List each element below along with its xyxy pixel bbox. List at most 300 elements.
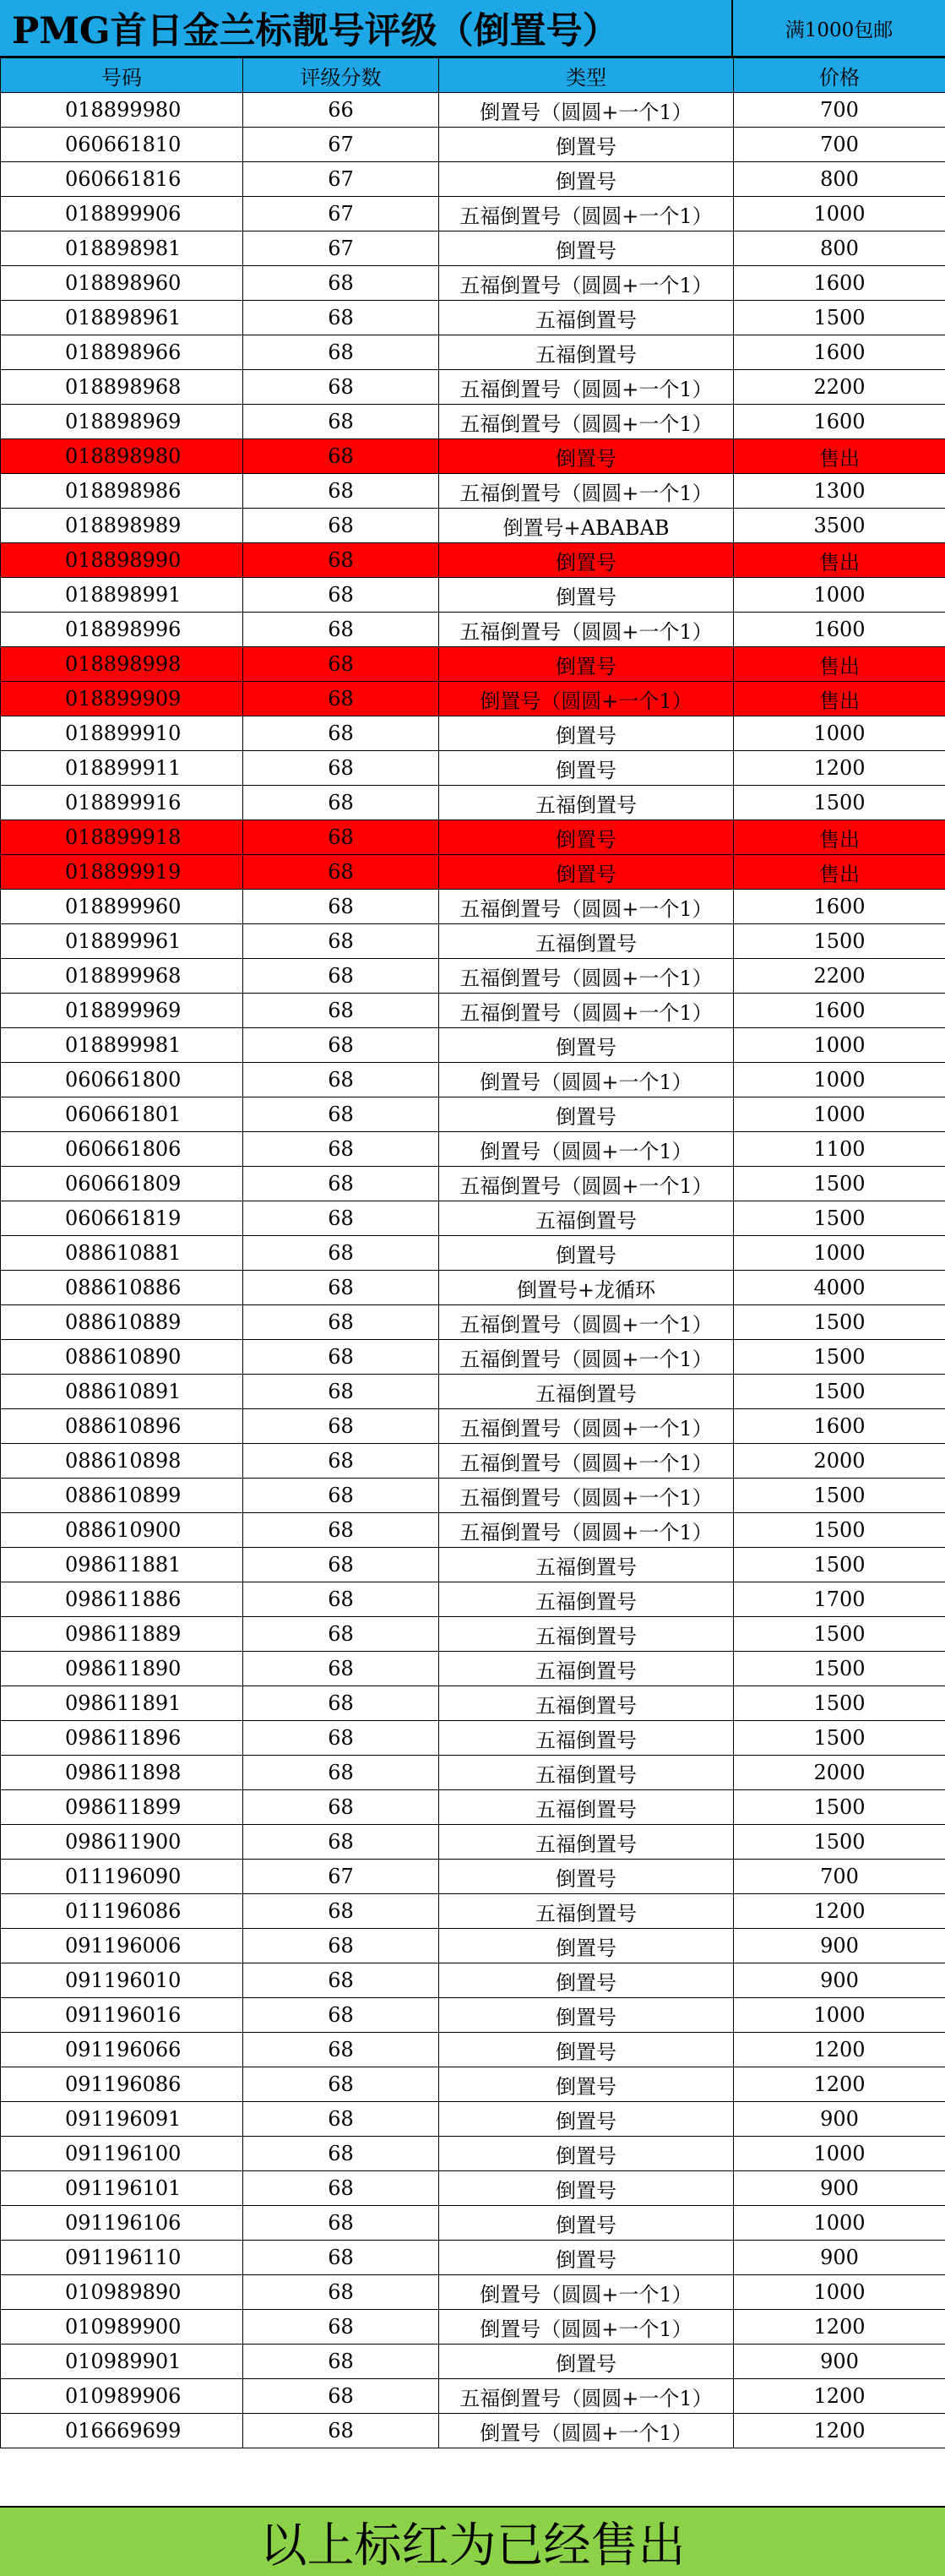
- cell-grade: 68: [243, 1721, 439, 1756]
- cell-price: 1600: [734, 1409, 945, 1444]
- cell-price: 1200: [734, 2379, 945, 2414]
- table-row-sold: [1, 647, 945, 682]
- cell-price: 2000: [734, 1444, 945, 1479]
- table-row: [1, 578, 945, 613]
- table-row: [1, 1652, 945, 1686]
- cell-grade: 68: [243, 335, 439, 370]
- cell-type: 五福倒置号: [439, 1790, 734, 1825]
- cell-type: 倒置号: [439, 647, 734, 682]
- cell-number: 018898998: [1, 647, 243, 682]
- cell-type: 五福倒置号: [439, 1582, 734, 1617]
- cell-price: 1000: [734, 578, 945, 613]
- cell-grade: 68: [243, 1686, 439, 1721]
- listing-table: [0, 57, 945, 2448]
- cell-type: 倒置号: [439, 128, 734, 162]
- cell-price: 1500: [734, 1340, 945, 1375]
- cell-price: 1500: [734, 924, 945, 959]
- cell-grade: 68: [243, 1063, 439, 1097]
- cell-grade: 68: [243, 994, 439, 1028]
- cell-price: 1200: [734, 2033, 945, 2067]
- cell-number: 091196101: [1, 2171, 243, 2206]
- table-body: [1, 93, 945, 2448]
- cell-number: 088610899: [1, 1479, 243, 1513]
- cell-number: 098611881: [1, 1548, 243, 1582]
- cell-grade: 68: [243, 2241, 439, 2275]
- cell-number: 018899981: [1, 1028, 243, 1063]
- cell-grade: 68: [243, 405, 439, 439]
- cell-grade: 68: [243, 647, 439, 682]
- cell-grade: 68: [243, 2275, 439, 2310]
- cell-price: 1200: [734, 1894, 945, 1929]
- table-row: [1, 266, 945, 301]
- cell-type: 五福倒置号: [439, 1548, 734, 1582]
- cell-grade: 68: [243, 1409, 439, 1444]
- cell-grade: 68: [243, 578, 439, 613]
- table-row: [1, 1617, 945, 1652]
- cell-type: 倒置号（圆圆+一个1）: [439, 2310, 734, 2345]
- cell-price: 售出: [734, 439, 945, 474]
- table-row: [1, 405, 945, 439]
- cell-grade: 68: [243, 1825, 439, 1860]
- cell-type: 倒置号（圆圆+一个1）: [439, 1132, 734, 1167]
- cell-grade: 68: [243, 509, 439, 543]
- cell-grade: 67: [243, 1860, 439, 1894]
- cell-number: 098611896: [1, 1721, 243, 1756]
- cell-grade: 68: [243, 716, 439, 751]
- cell-number: 018899980: [1, 93, 243, 128]
- cell-price: 1500: [734, 1548, 945, 1582]
- cell-number: 098611899: [1, 1790, 243, 1825]
- cell-type: 五福倒置号（圆圆+一个1）: [439, 959, 734, 994]
- cell-number: 018898986: [1, 474, 243, 509]
- cell-number: 018898996: [1, 613, 243, 647]
- cell-grade: 68: [243, 682, 439, 716]
- cell-price: 1500: [734, 1652, 945, 1686]
- cell-grade: 68: [243, 2067, 439, 2102]
- cell-grade: 68: [243, 2310, 439, 2345]
- cell-grade: 68: [243, 1132, 439, 1167]
- sheet-title: PMG首日金兰标靓号评级（倒置号）: [0, 0, 733, 56]
- cell-price: 售出: [734, 855, 945, 890]
- cell-price: 1600: [734, 335, 945, 370]
- cell-type: 五福倒置号（圆圆+一个1）: [439, 613, 734, 647]
- table-row: [1, 751, 945, 786]
- cell-type: 倒置号: [439, 1963, 734, 1998]
- cell-grade: 68: [243, 301, 439, 335]
- cell-number: 060661816: [1, 162, 243, 197]
- cell-type: 倒置号: [439, 2345, 734, 2379]
- cell-number: 018899911: [1, 751, 243, 786]
- table-row: [1, 1548, 945, 1582]
- cell-type: 倒置号: [439, 2067, 734, 2102]
- cell-number: 091196016: [1, 1998, 243, 2033]
- cell-price: 售出: [734, 543, 945, 578]
- cell-type: 五福倒置号: [439, 1756, 734, 1790]
- cell-price: 1000: [734, 1063, 945, 1097]
- cell-price: 1200: [734, 751, 945, 786]
- cell-number: 018898969: [1, 405, 243, 439]
- cell-price: 700: [734, 93, 945, 128]
- cell-number: 010989901: [1, 2345, 243, 2379]
- cell-price: 1000: [734, 2206, 945, 2241]
- cell-type: 五福倒置号（圆圆+一个1）: [439, 890, 734, 924]
- cell-number: 088610898: [1, 1444, 243, 1479]
- cell-price: 2200: [734, 959, 945, 994]
- cell-type: 五福倒置号: [439, 924, 734, 959]
- cell-grade: 68: [243, 1929, 439, 1963]
- cell-number: 018899960: [1, 890, 243, 924]
- table-row: [1, 1582, 945, 1617]
- table-row: [1, 716, 945, 751]
- table-row: [1, 2275, 945, 2310]
- table-row: [1, 613, 945, 647]
- table-row: [1, 1201, 945, 1236]
- cell-grade: 68: [243, 543, 439, 578]
- cell-grade: 68: [243, 1617, 439, 1652]
- cell-number: 018898981: [1, 231, 243, 266]
- cell-price: 800: [734, 231, 945, 266]
- table-row: [1, 2033, 945, 2067]
- cell-grade: 68: [243, 266, 439, 301]
- table-row: [1, 1929, 945, 1963]
- cell-number: 060661819: [1, 1201, 243, 1236]
- cell-price: 1000: [734, 1236, 945, 1271]
- cell-grade: 68: [243, 2345, 439, 2379]
- cell-grade: 68: [243, 370, 439, 405]
- cell-grade: 68: [243, 1963, 439, 1998]
- cell-type: 倒置号（圆圆+一个1）: [439, 93, 734, 128]
- cell-price: 900: [734, 1963, 945, 1998]
- table-row: [1, 1825, 945, 1860]
- cell-price: 1000: [734, 197, 945, 231]
- cell-number: 091196110: [1, 2241, 243, 2275]
- cell-type: 倒置号（圆圆+一个1）: [439, 682, 734, 716]
- table-row: [1, 1028, 945, 1063]
- cell-type: 倒置号: [439, 751, 734, 786]
- cell-grade: 68: [243, 2102, 439, 2137]
- cell-type: 倒置号+ABABAB: [439, 509, 734, 543]
- cell-type: 五福倒置号（圆圆+一个1）: [439, 266, 734, 301]
- cell-type: 倒置号: [439, 231, 734, 266]
- cell-grade: 68: [243, 1305, 439, 1340]
- cell-price: 900: [734, 1929, 945, 1963]
- cell-price: 1000: [734, 716, 945, 751]
- table-row: [1, 162, 945, 197]
- cell-type: 倒置号: [439, 1860, 734, 1894]
- table-row: [1, 335, 945, 370]
- cell-type: 五福倒置号（圆圆+一个1）: [439, 994, 734, 1028]
- cell-grade: 68: [243, 959, 439, 994]
- cell-price: 1000: [734, 1097, 945, 1132]
- table-row: [1, 1756, 945, 1790]
- cell-grade: 68: [243, 1582, 439, 1617]
- cell-price: 1500: [734, 1375, 945, 1409]
- cell-type: 五福倒置号: [439, 1617, 734, 1652]
- cell-type: 五福倒置号: [439, 1825, 734, 1860]
- cell-grade: 68: [243, 820, 439, 855]
- table-row-sold: [1, 543, 945, 578]
- cell-grade: 68: [243, 1271, 439, 1305]
- cell-number: 018898989: [1, 509, 243, 543]
- table-row-sold: [1, 855, 945, 890]
- cell-grade: 68: [243, 786, 439, 820]
- cell-type: 倒置号: [439, 1097, 734, 1132]
- cell-number: 010989890: [1, 2275, 243, 2310]
- cell-number: 018898966: [1, 335, 243, 370]
- cell-number: 088610896: [1, 1409, 243, 1444]
- cell-grade: 68: [243, 2137, 439, 2171]
- cell-number: 091196006: [1, 1929, 243, 1963]
- cell-number: 018899961: [1, 924, 243, 959]
- cell-type: 五福倒置号（圆圆+一个1）: [439, 197, 734, 231]
- cell-type: 倒置号（圆圆+一个1）: [439, 2414, 734, 2448]
- cell-grade: 68: [243, 1444, 439, 1479]
- cell-number: 091196100: [1, 2137, 243, 2171]
- cell-type: 倒置号: [439, 1998, 734, 2033]
- cell-type: 五福倒置号（圆圆+一个1）: [439, 370, 734, 405]
- table-row: [1, 1721, 945, 1756]
- cell-number: 098611890: [1, 1652, 243, 1686]
- cell-type: 倒置号（圆圆+一个1）: [439, 1063, 734, 1097]
- table-row: [1, 128, 945, 162]
- cell-grade: 68: [243, 751, 439, 786]
- cell-price: 1000: [734, 2137, 945, 2171]
- cell-price: 1000: [734, 1028, 945, 1063]
- table-row: [1, 1686, 945, 1721]
- cell-number: 016669699: [1, 2414, 243, 2448]
- cell-number: 098611886: [1, 1582, 243, 1617]
- table-row-sold: [1, 682, 945, 716]
- title-bar: [0, 0, 945, 57]
- table-row: [1, 2137, 945, 2171]
- cell-type: 五福倒置号: [439, 1686, 734, 1721]
- cell-price: 1600: [734, 613, 945, 647]
- cell-price: 1500: [734, 301, 945, 335]
- table-row-sold: [1, 820, 945, 855]
- cell-grade: 67: [243, 162, 439, 197]
- table-row: [1, 1097, 945, 1132]
- cell-grade: 67: [243, 231, 439, 266]
- column-header-price: 价格: [734, 58, 945, 93]
- cell-price: 1500: [734, 1790, 945, 1825]
- cell-price: 1000: [734, 1998, 945, 2033]
- cell-price: 1100: [734, 1132, 945, 1167]
- cell-type: 倒置号: [439, 162, 734, 197]
- cell-number: 060661806: [1, 1132, 243, 1167]
- cell-type: 倒置号: [439, 716, 734, 751]
- table-header-row: [1, 58, 945, 93]
- cell-price: 900: [734, 2345, 945, 2379]
- table-row: [1, 1167, 945, 1201]
- cell-price: 1500: [734, 1513, 945, 1548]
- cell-type: 倒置号: [439, 439, 734, 474]
- cell-type: 倒置号: [439, 820, 734, 855]
- cell-type: 倒置号: [439, 1929, 734, 1963]
- cell-grade: 66: [243, 93, 439, 128]
- shipping-note: 满1000包邮: [785, 19, 893, 41]
- cell-price: 1600: [734, 890, 945, 924]
- table-row: [1, 2414, 945, 2448]
- cell-price: 1000: [734, 2275, 945, 2310]
- cell-price: 1500: [734, 786, 945, 820]
- cell-type: 倒置号: [439, 1236, 734, 1271]
- cell-grade: 68: [243, 1756, 439, 1790]
- cell-type: 倒置号: [439, 543, 734, 578]
- cell-price: 1700: [734, 1582, 945, 1617]
- cell-grade: 68: [243, 1513, 439, 1548]
- cell-grade: 68: [243, 1548, 439, 1582]
- cell-number: 098611889: [1, 1617, 243, 1652]
- cell-price: 1500: [734, 1167, 945, 1201]
- cell-price: 售出: [734, 682, 945, 716]
- cell-price: 1500: [734, 1825, 945, 1860]
- cell-grade: 68: [243, 1894, 439, 1929]
- cell-number: 060661810: [1, 128, 243, 162]
- cell-number: 098611898: [1, 1756, 243, 1790]
- cell-number: 060661801: [1, 1097, 243, 1132]
- cell-grade: 68: [243, 1201, 439, 1236]
- cell-number: 098611891: [1, 1686, 243, 1721]
- cell-type: 五福倒置号（圆圆+一个1）: [439, 405, 734, 439]
- cell-price: 700: [734, 1860, 945, 1894]
- cell-grade: 68: [243, 1652, 439, 1686]
- cell-grade: 68: [243, 1375, 439, 1409]
- table-row: [1, 890, 945, 924]
- cell-type: 五福倒置号: [439, 786, 734, 820]
- cell-price: 2200: [734, 370, 945, 405]
- cell-number: 011196086: [1, 1894, 243, 1929]
- cell-grade: 68: [243, 474, 439, 509]
- cell-type: 五福倒置号: [439, 1375, 734, 1409]
- cell-grade: 68: [243, 1236, 439, 1271]
- table-row: [1, 1409, 945, 1444]
- cell-number: 018898990: [1, 543, 243, 578]
- table-row: [1, 924, 945, 959]
- cell-price: 1200: [734, 2414, 945, 2448]
- cell-type: 五福倒置号（圆圆+一个1）: [439, 1167, 734, 1201]
- table-row: [1, 1963, 945, 1998]
- cell-type: 倒置号: [439, 578, 734, 613]
- cell-number: 088610891: [1, 1375, 243, 1409]
- cell-number: 010989900: [1, 2310, 243, 2345]
- cell-number: 018899916: [1, 786, 243, 820]
- cell-type: 五福倒置号（圆圆+一个1）: [439, 1305, 734, 1340]
- cell-number: 018899919: [1, 855, 243, 890]
- cell-price: 1600: [734, 266, 945, 301]
- cell-type: 倒置号: [439, 2171, 734, 2206]
- cell-price: 1600: [734, 994, 945, 1028]
- cell-grade: 68: [243, 1028, 439, 1063]
- cell-type: 倒置号+龙循环: [439, 1271, 734, 1305]
- cell-price: 1300: [734, 474, 945, 509]
- table-row: [1, 474, 945, 509]
- cell-number: 088610889: [1, 1305, 243, 1340]
- cell-type: 倒置号: [439, 2241, 734, 2275]
- cell-type: 倒置号: [439, 1028, 734, 1063]
- table-row: [1, 1444, 945, 1479]
- cell-number: 011196090: [1, 1860, 243, 1894]
- table-row: [1, 2241, 945, 2275]
- cell-type: 倒置号（圆圆+一个1）: [439, 2275, 734, 2310]
- cell-grade: 68: [243, 1167, 439, 1201]
- table-row: [1, 2345, 945, 2379]
- cell-number: 018899969: [1, 994, 243, 1028]
- cell-grade: 68: [243, 1790, 439, 1825]
- cell-number: 018898960: [1, 266, 243, 301]
- table-row: [1, 1305, 945, 1340]
- cell-number: 018898961: [1, 301, 243, 335]
- table-row: [1, 1894, 945, 1929]
- cell-price: 1500: [734, 1201, 945, 1236]
- cell-price: 售出: [734, 820, 945, 855]
- table-row: [1, 1790, 945, 1825]
- table-row: [1, 1236, 945, 1271]
- table-row: [1, 1271, 945, 1305]
- cell-price: 1600: [734, 405, 945, 439]
- cell-number: 091196086: [1, 2067, 243, 2102]
- table-row: [1, 1063, 945, 1097]
- table-row: [1, 93, 945, 128]
- table-row: [1, 197, 945, 231]
- cell-price: 900: [734, 2241, 945, 2275]
- cell-number: 098611900: [1, 1825, 243, 1860]
- cell-number: 018899918: [1, 820, 243, 855]
- cell-number: 088610886: [1, 1271, 243, 1305]
- cell-type: 五福倒置号: [439, 1201, 734, 1236]
- cell-number: 088610890: [1, 1340, 243, 1375]
- cell-number: 091196091: [1, 2102, 243, 2137]
- cell-type: 五福倒置号（圆圆+一个1）: [439, 1340, 734, 1375]
- table-row: [1, 1340, 945, 1375]
- cell-grade: 68: [243, 1340, 439, 1375]
- table-row: [1, 231, 945, 266]
- cell-grade: 67: [243, 128, 439, 162]
- cell-number: 088610900: [1, 1513, 243, 1548]
- cell-type: 五福倒置号: [439, 301, 734, 335]
- cell-type: 五福倒置号: [439, 1894, 734, 1929]
- sold-legend: 以上标红为已经售出: [0, 2506, 945, 2576]
- table-row: [1, 2379, 945, 2414]
- cell-number: 018898991: [1, 578, 243, 613]
- cell-price: 800: [734, 162, 945, 197]
- cell-price: 1200: [734, 2310, 945, 2345]
- cell-type: 倒置号: [439, 2102, 734, 2137]
- cell-grade: 68: [243, 2206, 439, 2241]
- cell-grade: 68: [243, 2171, 439, 2206]
- cell-grade: 68: [243, 1998, 439, 2033]
- cell-grade: 68: [243, 1097, 439, 1132]
- cell-type: 五福倒置号（圆圆+一个1）: [439, 1409, 734, 1444]
- table-row: [1, 509, 945, 543]
- table-row: [1, 959, 945, 994]
- cell-grade: 68: [243, 924, 439, 959]
- cell-number: 010989906: [1, 2379, 243, 2414]
- cell-number: 060661800: [1, 1063, 243, 1097]
- table-row: [1, 2206, 945, 2241]
- table-row: [1, 1860, 945, 1894]
- cell-price: 700: [734, 128, 945, 162]
- cell-number: 018899968: [1, 959, 243, 994]
- cell-number: 018899909: [1, 682, 243, 716]
- table-row: [1, 1479, 945, 1513]
- cell-number: 018899906: [1, 197, 243, 231]
- cell-number: 018898968: [1, 370, 243, 405]
- cell-price: 900: [734, 2102, 945, 2137]
- cell-price: 1500: [734, 1721, 945, 1756]
- table-row: [1, 1132, 945, 1167]
- table-row-sold: [1, 439, 945, 474]
- cell-grade: 67: [243, 197, 439, 231]
